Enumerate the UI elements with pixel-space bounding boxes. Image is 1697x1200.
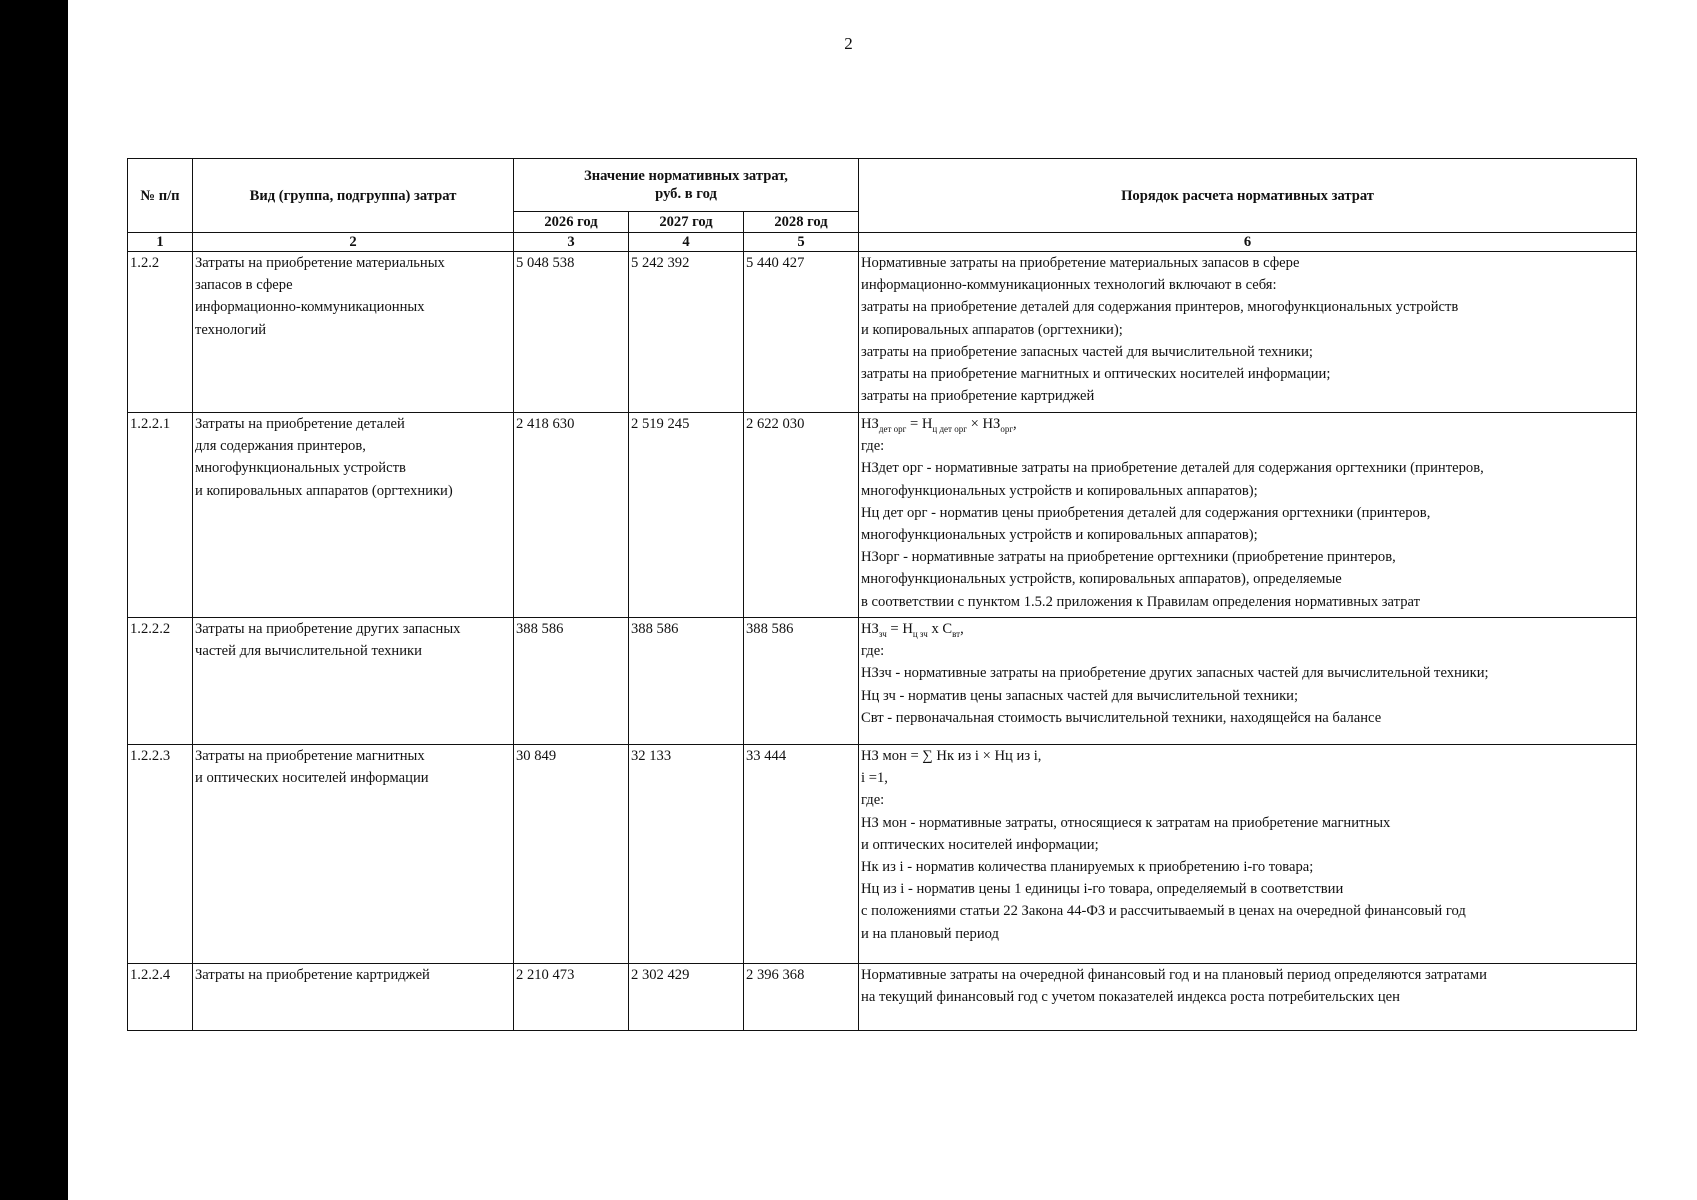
value-2028: 5 440 427 xyxy=(744,252,859,413)
table-row xyxy=(128,618,1637,745)
method-line: Нормативные затраты на очередной финансовый год и на плановый период определяются затратами xyxy=(861,967,1487,983)
method-line: многофункциональных устройств, копировальных аппаратов), определяемые xyxy=(861,571,1342,588)
row-method xyxy=(859,964,1637,1031)
cost-table xyxy=(127,158,1637,1031)
method-line: и копировальных аппаратов (оргтехники); xyxy=(861,321,1123,338)
formula: $НЗ_{дет орг} = Н_{ц дет орг} \times НЗ_{орг}$, xyxy=(861,416,1017,434)
column-number: 2 xyxy=(193,233,514,252)
header-values-line: Значение нормативных затрат, xyxy=(584,168,788,184)
row-name-line: Затраты на приобретение материальных xyxy=(195,255,445,271)
column-number: 1 xyxy=(128,233,193,252)
method-line: НЗзч - нормативные затраты на приобретение других запасных частей для вычислительной техники; xyxy=(861,665,1489,682)
header-year-2027: 2027 год xyxy=(629,212,744,233)
row-name-line: Затраты на приобретение магнитных xyxy=(195,748,425,764)
header-number: № п/п xyxy=(128,159,193,233)
method-line: информационно-коммуникационных технологий включают в себя: xyxy=(861,277,1277,294)
method-line: Нц из i - норматив цены 1 единицы i-го товара, определяемый в соответствии xyxy=(861,881,1344,898)
scan-edge xyxy=(0,0,68,1200)
row-name-line: частей для вычислительной техники xyxy=(195,643,422,660)
column-number: 3 xyxy=(514,233,629,252)
method-line: с положениями статьи 22 Закона 44-ФЗ и рассчитываемый в ценах на очередной финансовый год xyxy=(861,903,1466,920)
row-method xyxy=(859,745,1637,964)
row-name-line: и оптических носителей информации xyxy=(195,770,429,787)
value-2027: 388 586 xyxy=(629,618,744,745)
row-name-line: Затраты на приобретение других запасных xyxy=(195,621,461,637)
formula: НЗ мон = ∑ Нк из i × Нц из i, xyxy=(861,748,1042,764)
row-name xyxy=(193,745,514,964)
method-line: многофункциональных устройств и копировальных аппаратов); xyxy=(861,482,1258,499)
row-name-line: информационно-коммуникационных xyxy=(195,299,425,316)
page-number: 2 xyxy=(844,34,853,53)
value-2026: 30 849 xyxy=(514,745,629,964)
method-line: НЗорг - нормативные затраты на приобретение оргтехники (приобретение принтеров, xyxy=(861,549,1396,566)
row-name xyxy=(193,252,514,413)
value-2028: 2 396 368 xyxy=(744,964,859,1031)
column-numbers-row xyxy=(128,233,1637,252)
row-number: 1.2.2.2 xyxy=(128,618,193,745)
method-line: где: xyxy=(861,438,885,455)
method-line: НЗдет орг - нормативные затраты на приобретение деталей для содержания оргтехники (принтеров, xyxy=(861,460,1484,477)
table-row xyxy=(128,252,1637,413)
row-number: 1.2.2.4 xyxy=(128,964,193,1031)
row-name-line: Затраты на приобретение картриджей xyxy=(195,967,430,983)
column-number: 5 xyxy=(744,233,859,252)
row-name-line: технологий xyxy=(195,321,267,338)
row-name-line: для содержания принтеров, xyxy=(195,438,366,455)
method-line: затраты на приобретение деталей для содержания принтеров, многофункциональных устройств xyxy=(861,299,1459,316)
header-year-2026: 2026 год xyxy=(514,212,629,233)
method-line: затраты на приобретение картриджей xyxy=(861,388,1095,405)
value-2028: 33 444 xyxy=(744,745,859,964)
value-2027: 5 242 392 xyxy=(629,252,744,413)
row-method xyxy=(859,252,1637,413)
method-line: Нк из i - норматив количества планируемых к приобретению i-го товара; xyxy=(861,859,1314,876)
method-line: на текущий финансовый год с учетом показателей индекса роста потребительских цен xyxy=(861,989,1400,1006)
method-line: затраты на приобретение запасных частей для вычислительной техники; xyxy=(861,343,1313,360)
method-line: где: xyxy=(861,643,885,660)
method-line: где: xyxy=(861,792,885,809)
row-name xyxy=(193,964,514,1031)
table-row xyxy=(128,964,1637,1031)
column-number: 4 xyxy=(629,233,744,252)
value-2026: 2 210 473 xyxy=(514,964,629,1031)
method-line: НЗ мон - нормативные затраты, относящиеся к затратам на приобретение магнитных xyxy=(861,814,1391,831)
value-2028: 2 622 030 xyxy=(744,413,859,618)
row-name xyxy=(193,618,514,745)
value-2027: 32 133 xyxy=(629,745,744,964)
header-method: Порядок расчета нормативных затрат xyxy=(859,159,1637,233)
value-2027: 2 302 429 xyxy=(629,964,744,1031)
header-year-2028: 2028 год xyxy=(744,212,859,233)
value-2026: 5 048 538 xyxy=(514,252,629,413)
value-2027: 2 519 245 xyxy=(629,413,744,618)
method-line: и на плановый период xyxy=(861,925,999,942)
row-method xyxy=(859,413,1637,618)
method-line: Нц дет орг - норматив цены приобретения деталей для содержания оргтехники (принтеров, xyxy=(861,504,1431,521)
method-line: Свт - первоначальная стоимость вычислительной техники, находящейся на балансе xyxy=(861,709,1382,726)
value-2028: 388 586 xyxy=(744,618,859,745)
header-type: Вид (группа, подгруппа) затрат xyxy=(193,159,514,233)
row-number: 1.2.2.3 xyxy=(128,745,193,964)
column-number: 6 xyxy=(859,233,1637,252)
method-line: в соответствии с пунктом 1.5.2 приложения к Правилам определения нормативных затрат xyxy=(861,593,1420,610)
method-line: Нц зч - норматив цены запасных частей для вычислительной техники; xyxy=(861,687,1299,704)
method-line: многофункциональных устройств и копировальных аппаратов); xyxy=(861,527,1258,544)
method-line: затраты на приобретение магнитных и оптических носителей информации; xyxy=(861,366,1331,383)
row-name-line: запасов в сфере xyxy=(195,277,293,294)
row-number: 1.2.2.1 xyxy=(128,413,193,618)
row-name-line: многофункциональных устройств xyxy=(195,460,406,477)
row-number: 1.2.2 xyxy=(128,252,193,413)
row-name-line: и копировальных аппаратов (оргтехники) xyxy=(195,482,453,499)
method-line: и оптических носителей информации; xyxy=(861,836,1099,853)
value-2026: 388 586 xyxy=(514,618,629,745)
row-name xyxy=(193,413,514,618)
table-row xyxy=(128,413,1637,618)
method-line: i =1, xyxy=(861,770,888,787)
method-line: Нормативные затраты на приобретение материальных запасов в сфере xyxy=(861,255,1300,271)
row-name-line: Затраты на приобретение деталей xyxy=(195,416,405,432)
header-row xyxy=(128,159,1637,212)
value-2026: 2 418 630 xyxy=(514,413,629,618)
table-row xyxy=(128,745,1637,964)
formula: $НЗ_{зч} = Н_{ц зч}$ х $С_{вт}$, xyxy=(861,621,964,639)
header-values-line: руб. в год xyxy=(655,186,717,202)
row-method xyxy=(859,618,1637,745)
header-values-group xyxy=(514,159,859,212)
